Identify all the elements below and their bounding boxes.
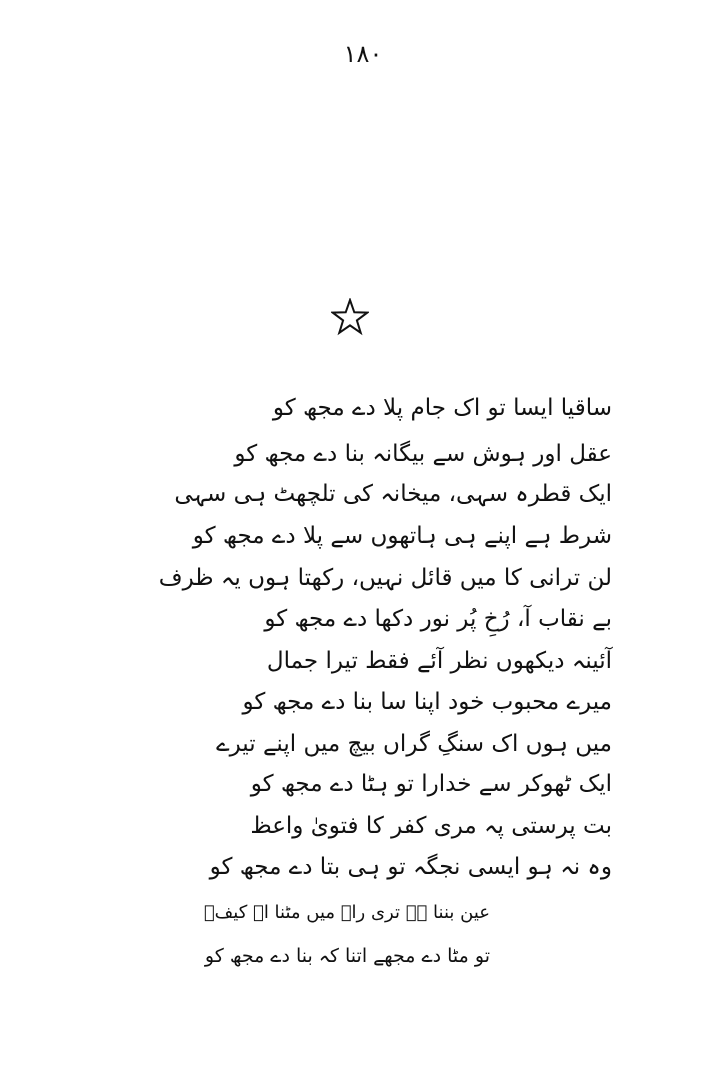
poem-line: آئینہ دیکھوں نظر آئے فقط تیرا جمال bbox=[266, 648, 612, 674]
poem-line: عقل اور ہوش سے بیگانہ بنا دے مجھ کو bbox=[234, 441, 612, 467]
star-outline-icon bbox=[331, 298, 369, 336]
poem-line: شرط ہے اپنے ہی ہاتھوں سے پلا دے مجھ کو bbox=[192, 523, 612, 549]
poem-line: میں ہوں اک سنگِ گراں بیچ میں اپنے تیرے bbox=[216, 731, 612, 757]
poem-line: وہ نہ ہو ایسی نجگہ تو ہی بتا دے مجھ کو bbox=[209, 854, 612, 880]
poem-line: ایک ٹھوکر سے خدارا تو ہٹا دے مجھ کو bbox=[250, 771, 612, 797]
poem-line: بے نقاب آ، رُخِ پُر نور دکھا دے مجھ کو bbox=[264, 606, 612, 632]
poem-line: ساقیا ایسا تو اک جام پلا دے مجھ کو bbox=[272, 395, 612, 421]
poem-line: عین بننا ہے تری راہ میں مٹنا اے کیفؔ bbox=[203, 902, 490, 923]
poem-line: ایک قطرہ سہی، میخانہ کی تلچھٹ ہی سہی bbox=[174, 481, 612, 507]
poem-line: میرے محبوب خود اپنا سا بنا دے مجھ کو bbox=[242, 689, 612, 715]
poem-line: بت پرستی پہ مری کفر کا فتویٰ واعظ bbox=[250, 813, 612, 839]
page-number: ۱۸۰ bbox=[343, 40, 383, 68]
poem-line: لن ترانی کا میں قائل نہیں، رکھتا ہوں یہ ظرف bbox=[158, 565, 612, 591]
poem-line: تو مٹا دے مجھے اتنا کہ بنا دے مجھ کو bbox=[204, 945, 490, 967]
